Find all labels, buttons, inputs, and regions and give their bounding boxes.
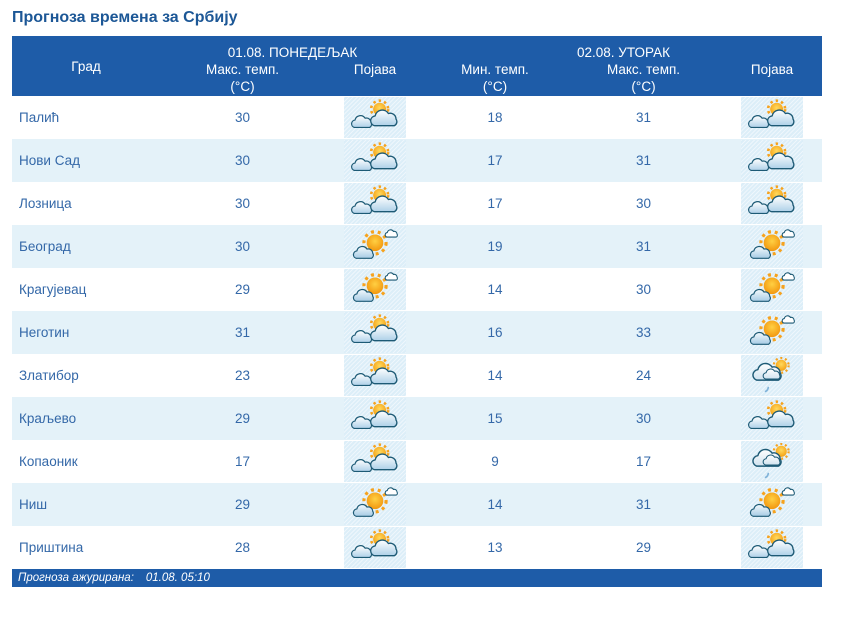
city-name: Приштина [19, 540, 84, 555]
partly-cloudy-icon [344, 97, 406, 138]
partly-cloudy-icon [741, 97, 803, 138]
mostly-sunny-glyph [744, 314, 800, 351]
day2-header: 02.08. УТОРАК [425, 36, 822, 60]
mon-max-temp: 30 [234, 239, 251, 254]
table-row [12, 96, 822, 139]
updated-label: Прогноза ажурирана: [18, 572, 134, 584]
sun-shower-glyph [744, 357, 800, 394]
page-title: Прогноза времена за Србију [12, 9, 238, 26]
col-header-mon-max-temp [160, 60, 325, 96]
city-name: Палић [19, 110, 60, 125]
tue-max-temp: 31 [635, 239, 652, 254]
col-header-city: Град [12, 36, 160, 96]
city-name: Копаоник [19, 454, 78, 469]
mostly-sunny-glyph [744, 271, 800, 308]
partly-cloudy-icon [344, 355, 406, 396]
day1-header: 01.08. ПОНЕДЕЉАК [160, 36, 425, 60]
tue-max-temp: 30 [635, 196, 652, 211]
city-name: Краљево [19, 411, 77, 426]
partly-cloudy-glyph [347, 357, 403, 394]
table-row [12, 354, 822, 397]
partly-cloudy-glyph [744, 185, 800, 222]
mon-max-temp: 29 [234, 497, 251, 512]
partly-cloudy-icon [344, 441, 406, 482]
tue-min-temp: 19 [487, 239, 503, 254]
mostly-sunny-glyph [744, 486, 800, 523]
partly-cloudy-icon [344, 398, 406, 439]
city-name: Златибор [19, 368, 79, 383]
partly-cloudy-icon [344, 527, 406, 568]
table-header [12, 36, 822, 96]
tue-min-temp: 9 [491, 454, 499, 469]
mon-max-temp: 28 [234, 540, 251, 555]
col-label-line: Макс. темп. [606, 62, 681, 77]
updated-value: 01.08. 05:10 [145, 572, 210, 584]
partly-cloudy-icon [344, 183, 406, 224]
mon-max-temp: 29 [234, 411, 251, 426]
col-label-line: Макс. темп. [205, 62, 280, 77]
sun-shower-glyph [744, 443, 800, 480]
tue-max-temp: 17 [635, 454, 652, 469]
col-header-tue-max-temp [565, 60, 722, 96]
col-header-tue-phenomenon: Појава [722, 60, 822, 96]
mon-max-temp: 30 [234, 153, 251, 168]
tue-min-temp: 17 [487, 196, 503, 211]
sun-shower-icon [741, 355, 803, 396]
partly-cloudy-icon [344, 312, 406, 353]
mon-max-temp: 30 [234, 196, 251, 211]
col-unit-line: (°C) [631, 79, 656, 94]
mostly-sunny-glyph [347, 271, 403, 308]
col-label-line: Мин. темп. [461, 62, 529, 77]
table-row [12, 440, 822, 483]
tue-min-temp: 16 [487, 325, 503, 340]
mostly-sunny-glyph [744, 228, 800, 265]
partly-cloudy-glyph [347, 529, 403, 566]
partly-cloudy-glyph [744, 99, 800, 136]
table-row [12, 139, 822, 182]
city-name: Београд [19, 239, 71, 254]
tue-max-temp: 30 [635, 411, 652, 426]
table-row [12, 268, 822, 311]
table-row [12, 397, 822, 440]
mon-max-temp: 23 [234, 368, 251, 383]
col-header-tue-min-temp [425, 60, 565, 96]
partly-cloudy-icon [344, 140, 406, 181]
table-body [12, 96, 822, 569]
city-name: Неготин [19, 325, 70, 340]
city-name: Ниш [19, 497, 48, 512]
partly-cloudy-glyph [347, 443, 403, 480]
table-row [12, 526, 822, 569]
forecast-updated-bar [12, 569, 822, 587]
tue-max-temp: 29 [635, 540, 652, 555]
tue-min-temp: 14 [487, 497, 503, 512]
tue-min-temp: 14 [487, 368, 503, 383]
mostly-sunny-icon [344, 226, 406, 267]
tue-max-temp: 30 [635, 282, 652, 297]
mostly-sunny-icon [344, 484, 406, 525]
table-row [12, 483, 822, 526]
table-row [12, 225, 822, 268]
tue-min-temp: 18 [487, 110, 503, 125]
tue-max-temp: 24 [635, 368, 652, 383]
sun-shower-icon [741, 441, 803, 482]
mostly-sunny-icon [741, 312, 803, 353]
mostly-sunny-icon [344, 269, 406, 310]
tue-max-temp: 31 [635, 153, 652, 168]
mostly-sunny-icon [741, 269, 803, 310]
mostly-sunny-icon [741, 484, 803, 525]
table-row [12, 311, 822, 354]
partly-cloudy-glyph [744, 400, 800, 437]
partly-cloudy-icon [741, 527, 803, 568]
partly-cloudy-glyph [347, 185, 403, 222]
mon-max-temp: 31 [234, 325, 251, 340]
mostly-sunny-icon [741, 226, 803, 267]
tue-max-temp: 31 [635, 110, 652, 125]
mon-max-temp: 30 [234, 110, 251, 125]
mostly-sunny-glyph [347, 228, 403, 265]
city-name: Лозница [19, 196, 72, 211]
table-row [12, 182, 822, 225]
tue-min-temp: 13 [487, 540, 503, 555]
mostly-sunny-glyph [347, 486, 403, 523]
forecast-table [12, 36, 822, 569]
partly-cloudy-glyph [744, 529, 800, 566]
mon-max-temp: 17 [234, 454, 251, 469]
tue-max-temp: 33 [635, 325, 652, 340]
partly-cloudy-glyph [347, 142, 403, 179]
col-unit-line: (°C) [230, 79, 255, 94]
tue-max-temp: 31 [635, 497, 652, 512]
partly-cloudy-icon [741, 140, 803, 181]
tue-min-temp: 14 [487, 282, 503, 297]
partly-cloudy-icon [741, 398, 803, 439]
col-header-mon-phenomenon: Појава [325, 60, 425, 96]
mon-max-temp: 29 [234, 282, 251, 297]
partly-cloudy-icon [741, 183, 803, 224]
city-name: Нови Сад [19, 153, 81, 168]
partly-cloudy-glyph [347, 400, 403, 437]
partly-cloudy-glyph [347, 314, 403, 351]
partly-cloudy-glyph [744, 142, 800, 179]
tue-min-temp: 15 [487, 411, 503, 426]
tue-min-temp: 17 [487, 153, 503, 168]
col-unit-line: (°C) [482, 79, 508, 94]
partly-cloudy-glyph [347, 99, 403, 136]
city-name: Крагујевац [19, 282, 87, 297]
